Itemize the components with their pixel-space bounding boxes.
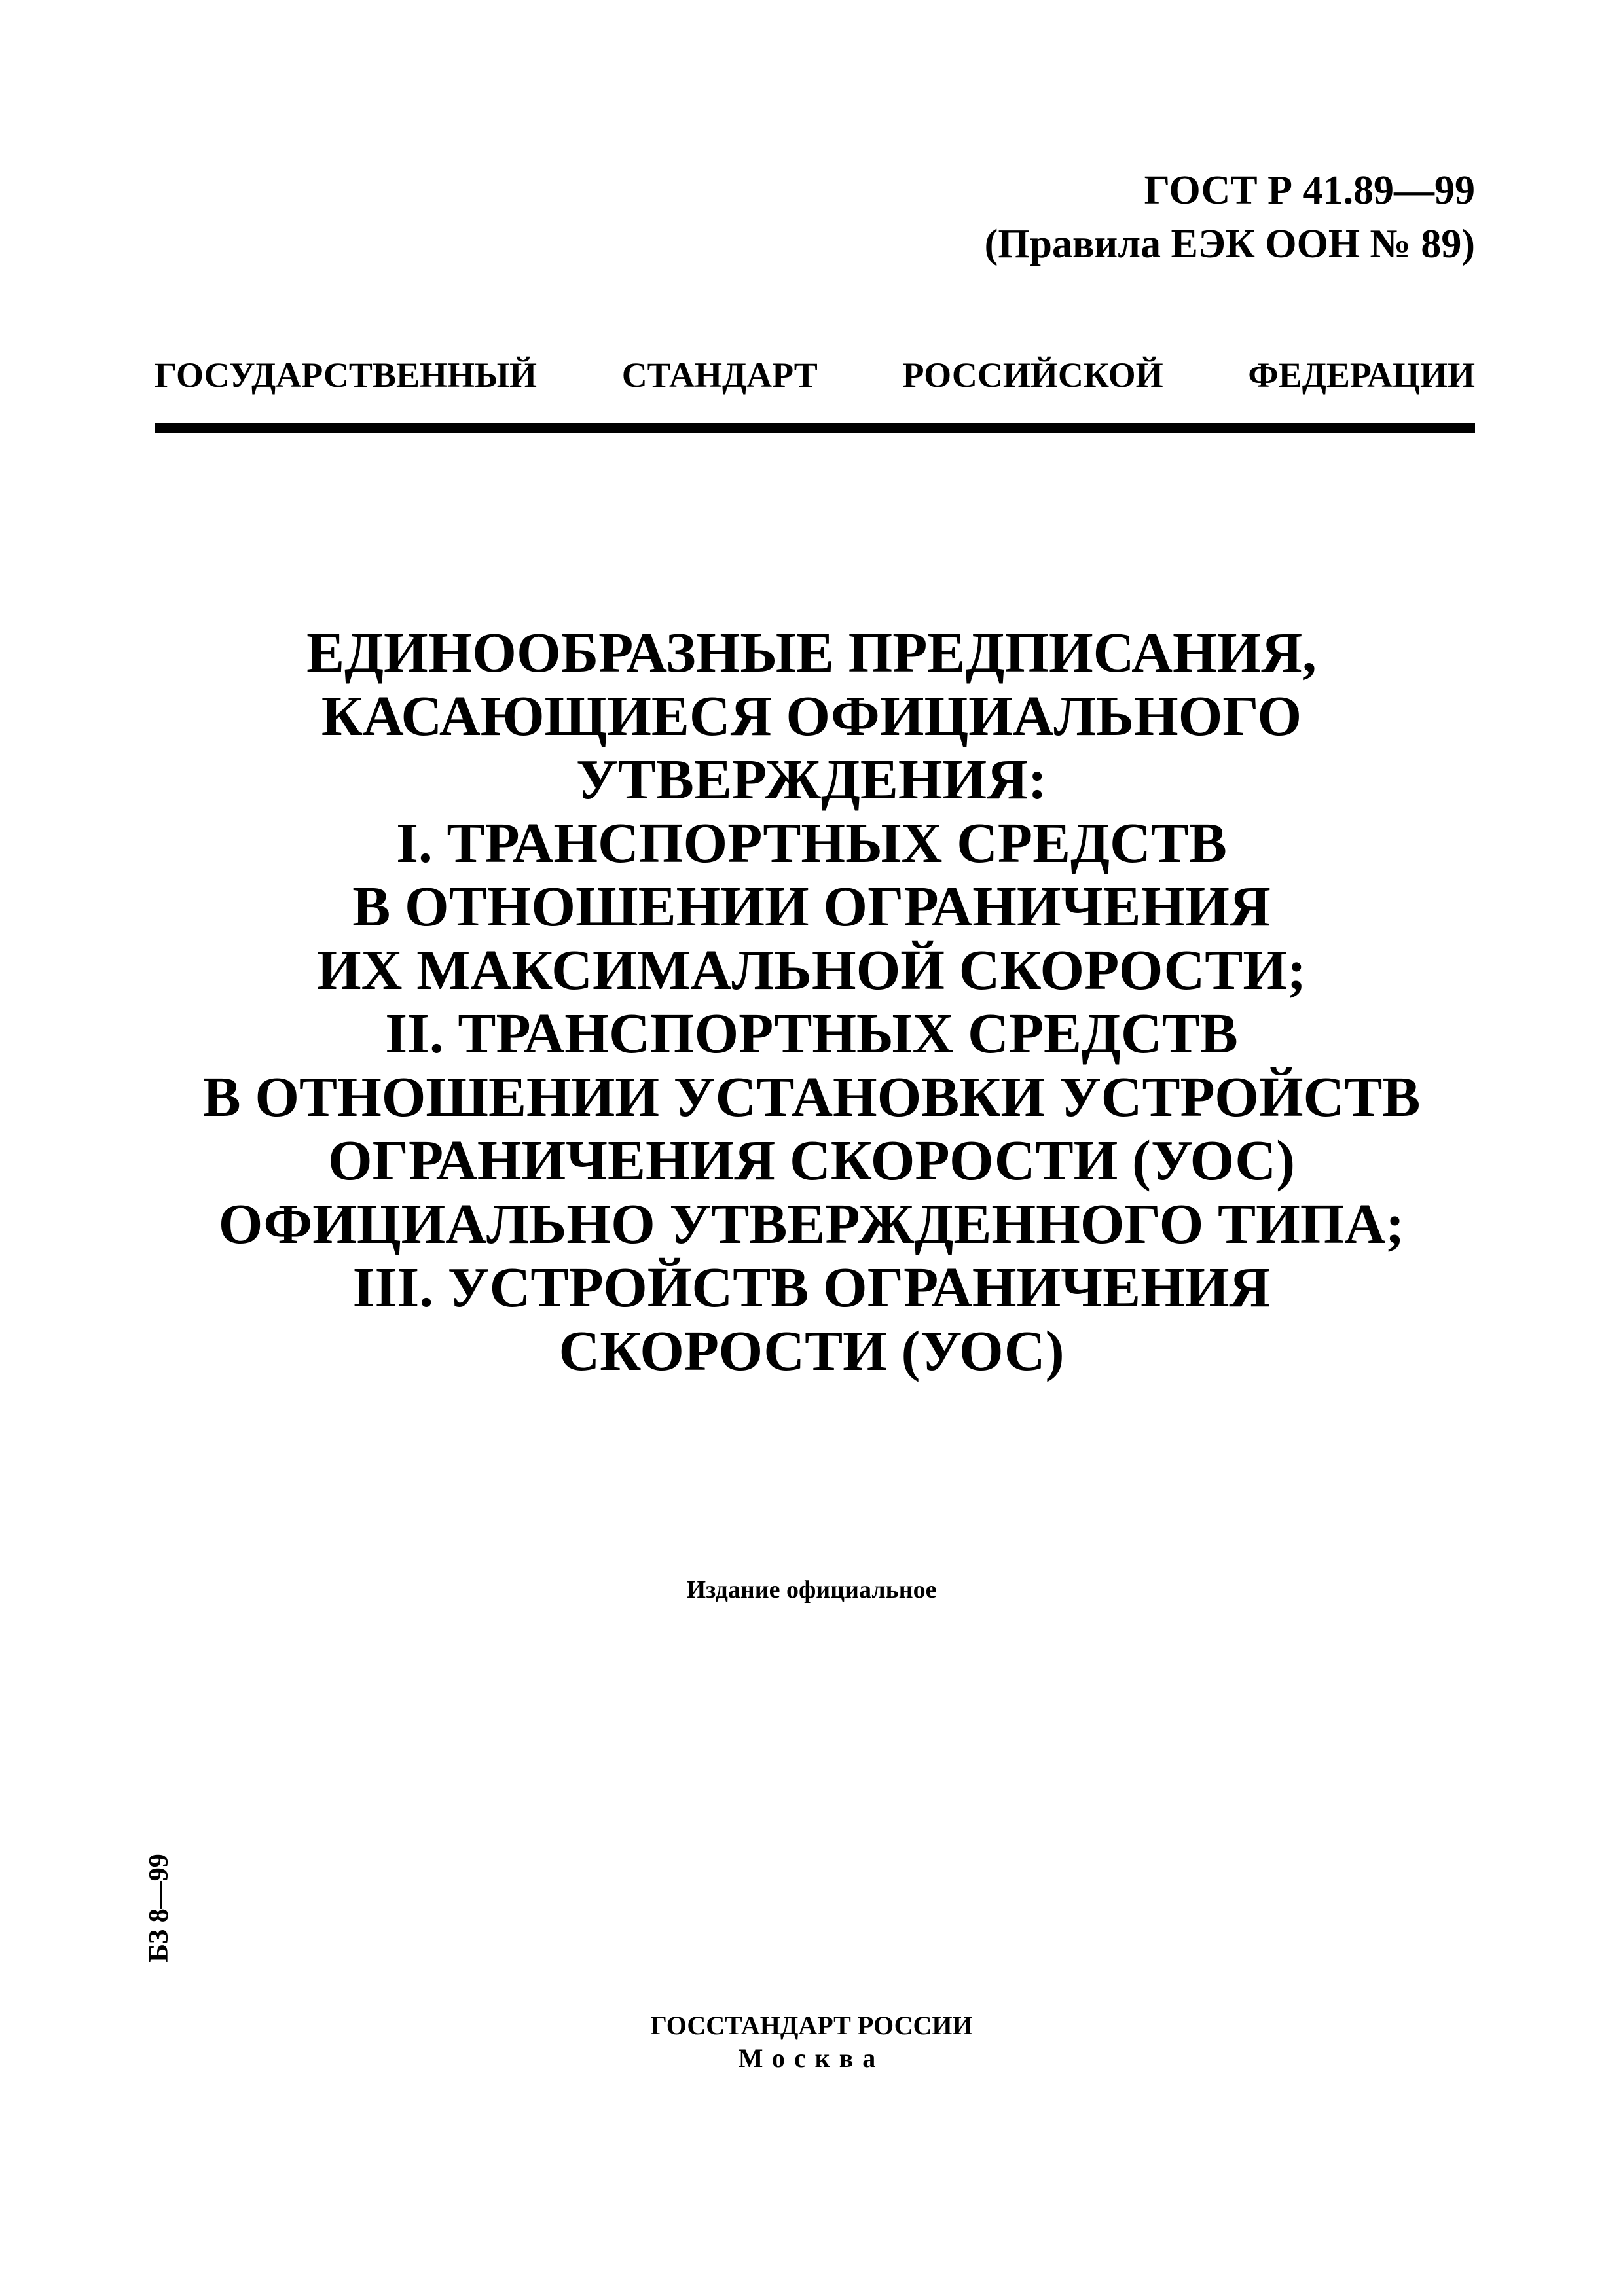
title-line: ОФИЦИАЛЬНО УТВЕРЖДЕННОГО ТИПА; [218, 1192, 1405, 1255]
edition-note [0, 1574, 1623, 1605]
title-line: ОГРАНИЧЕНИЯ СКОРОСТИ (УОС) [327, 1128, 1296, 1192]
state-standard-word: ГОСУДАРСТВЕННЫЙ [155, 355, 538, 395]
state-standard-word: СТАНДАРТ [621, 355, 818, 395]
rules-reference: (Правила ЕЭК ООН № 89) [984, 222, 1475, 266]
publisher-block [0, 2009, 1623, 2075]
title-line: II. ТРАНСПОРТНЫХ СРЕДСТВ [385, 1001, 1238, 1065]
standard-designation-block [985, 164, 1475, 271]
title-line: ЕДИНООБРАЗНЫЕ ПРЕДПИСАНИЯ, [306, 620, 1317, 684]
title-line: КАСАЮЩИЕСЯ ОФИЦИАЛЬНОГО [321, 684, 1302, 747]
title-line: I. ТРАНСПОРТНЫХ СРЕДСТВ [396, 811, 1227, 874]
title-line: УТВЕРЖДЕНИЯ: [575, 747, 1048, 811]
heading-divider-rule [155, 423, 1475, 433]
state-standard-word: РОССИЙСКОЙ [902, 355, 1163, 395]
document-title [131, 620, 1492, 1382]
title-line: В ОТНОШЕНИИ УСТАНОВКИ УСТРОЙСТВ [202, 1065, 1421, 1128]
publisher-name: ГОССТАНДАРТ РОССИИ [650, 2011, 973, 2040]
title-line: ИХ МАКСИМАЛЬНОЙ СКОРОСТИ; [317, 938, 1306, 1001]
standard-number: ГОСТ Р 41.89—99 [1144, 168, 1475, 213]
state-standard-heading [155, 352, 1475, 398]
publisher-city: Москва [738, 2043, 885, 2073]
edition-label: Издание официальное [686, 1576, 937, 1604]
title-line: СКОРОСТИ (УОС) [558, 1319, 1065, 1382]
title-line: В ОТНОШЕНИИ ОГРАНИЧЕНИЯ [352, 874, 1271, 938]
state-standard-word: ФЕДЕРАЦИИ [1248, 355, 1475, 395]
side-code: БЗ 8—99 [144, 1854, 174, 1962]
title-line: III. УСТРОЙСТВ ОГРАНИЧЕНИЯ [352, 1255, 1271, 1319]
side-code-container [136, 1829, 182, 1986]
